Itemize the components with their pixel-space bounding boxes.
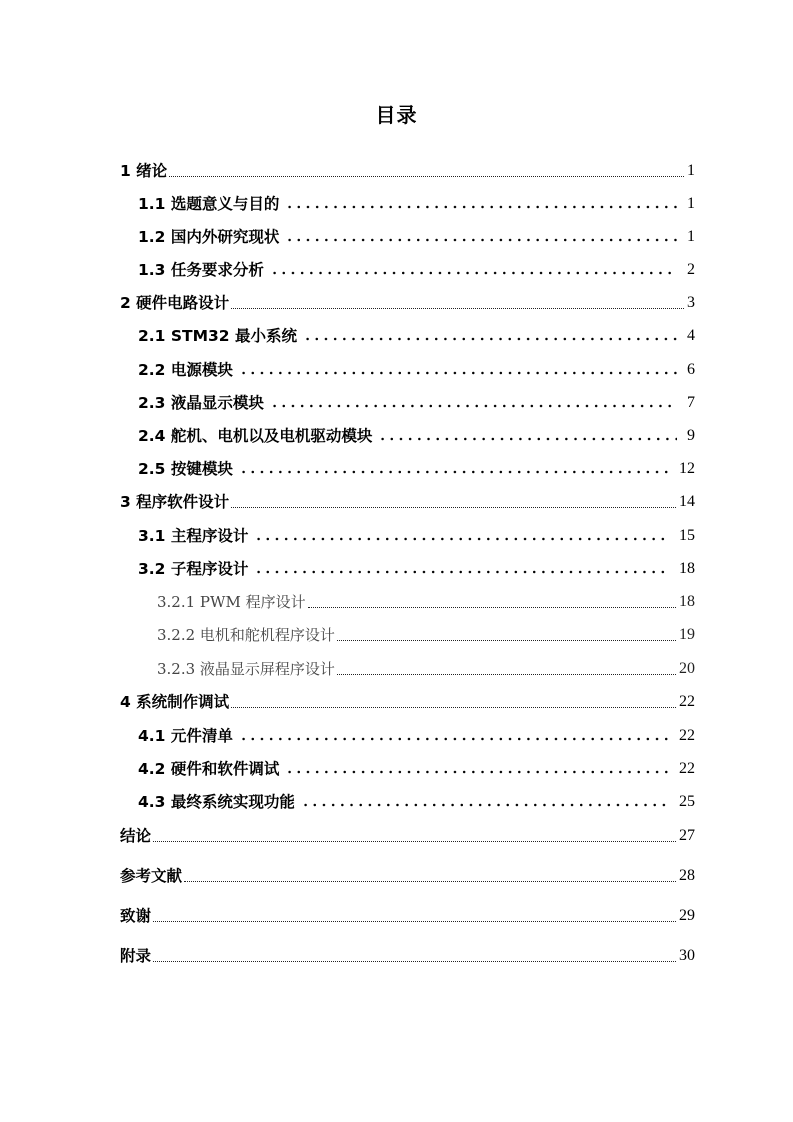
toc-entry-subsection-3-2-3[interactable] <box>157 658 695 680</box>
toc-entry-label: 2.5 按键模块 <box>138 460 233 478</box>
toc-entry-section-3-2[interactable] <box>138 558 695 580</box>
toc-entry-page: 4 <box>687 327 695 344</box>
toc-entry-label: 3.2.1 PWM 程序设计 <box>157 593 306 611</box>
dot-leader <box>231 307 684 309</box>
dot-leader <box>231 706 676 708</box>
toc-entry-page: 7 <box>687 394 695 411</box>
toc-entry-label: 3.2.3 液晶显示屏程序设计 <box>157 660 335 678</box>
toc-entry-label: 2.1 STM32 最小系统 <box>138 327 297 345</box>
toc-entry-page: 22 <box>679 693 695 710</box>
toc-entry-acknowledgements[interactable] <box>120 905 695 927</box>
toc-entry-page: 1 <box>687 228 695 245</box>
dot-leader <box>184 880 676 882</box>
toc-entry-label: 1.3 任务要求分析 <box>138 261 264 279</box>
toc-entry-page: 12 <box>679 460 695 477</box>
toc-entry-page: 29 <box>679 907 695 924</box>
toc-entry-label: 3.2.2 电机和舵机程序设计 <box>157 626 335 644</box>
toc-entry-page: 18 <box>679 593 695 610</box>
toc-entry-label: 3 程序软件设计 <box>120 493 230 511</box>
dot-leader <box>285 238 677 242</box>
toc-entry-label: 4.2 硬件和软件调试 <box>138 760 280 778</box>
toc-entry-section-2-5[interactable] <box>138 458 695 480</box>
toc-entry-page: 3 <box>687 294 695 311</box>
dot-leader <box>337 639 676 641</box>
toc-entry-page: 1 <box>687 195 695 212</box>
toc-entry-section-2-3[interactable] <box>138 392 695 414</box>
page-title: 目录 <box>375 103 418 127</box>
dot-leader <box>270 404 677 408</box>
toc-entry-section-3-1[interactable] <box>138 525 695 547</box>
toc-entry-chapter-1[interactable] <box>120 160 695 182</box>
toc-entry-page: 9 <box>687 427 695 444</box>
dot-leader <box>254 537 669 541</box>
dot-leader <box>303 337 677 341</box>
dot-leader <box>301 803 669 807</box>
toc-entry-page: 19 <box>679 626 695 643</box>
toc-entry-label: 1.2 国内外研究现状 <box>138 228 280 246</box>
dot-leader <box>239 737 669 741</box>
toc-entry-references[interactable] <box>120 865 695 887</box>
dot-leader <box>153 840 676 842</box>
toc-entry-label: 附录 <box>120 947 152 965</box>
toc-entry-page: 14 <box>679 493 695 510</box>
dot-leader <box>308 606 676 608</box>
toc-entry-label: 1.1 选题意义与目的 <box>138 195 280 213</box>
toc-entry-page: 15 <box>679 527 695 544</box>
toc-entry-subsection-3-2-1[interactable] <box>157 591 695 613</box>
toc-entry-page: 20 <box>679 660 695 677</box>
toc-entry-page: 25 <box>679 793 695 810</box>
toc-entry-page: 22 <box>679 727 695 744</box>
dot-leader <box>285 770 669 774</box>
toc-entry-section-2-1[interactable] <box>138 325 695 347</box>
dot-leader <box>254 570 669 574</box>
toc-entry-label: 3.2 子程序设计 <box>138 560 249 578</box>
dot-leader <box>231 506 676 508</box>
dot-leader <box>239 470 669 474</box>
dot-leader <box>239 371 677 375</box>
dot-leader <box>153 920 676 922</box>
toc-entry-section-1-3[interactable] <box>138 259 695 281</box>
toc-entry-label: 3.1 主程序设计 <box>138 527 249 545</box>
toc-entry-chapter-2[interactable] <box>120 292 695 314</box>
toc-entry-page: 2 <box>687 261 695 278</box>
dot-leader <box>153 960 676 962</box>
toc-entry-label: 致谢 <box>120 907 152 925</box>
dot-leader <box>378 437 677 441</box>
toc-entry-label: 2.4 舵机、电机以及电机驱动模块 <box>138 427 373 445</box>
toc-entry-label: 1 绪论 <box>120 162 168 180</box>
toc-entry-section-4-3[interactable] <box>138 791 695 813</box>
toc-entry-page: 27 <box>679 827 695 844</box>
toc-entry-label: 4.3 最终系统实现功能 <box>138 793 295 811</box>
toc-entry-page: 18 <box>679 560 695 577</box>
toc-entry-label: 4.1 元件清单 <box>138 727 233 745</box>
toc-entry-label: 参考文献 <box>120 867 183 885</box>
toc-entry-label: 4 系统制作调试 <box>120 693 230 711</box>
toc-entry-chapter-4[interactable] <box>120 691 695 713</box>
toc-entry-section-1-2[interactable] <box>138 226 695 248</box>
toc-entry-section-2-4[interactable] <box>138 425 695 447</box>
toc-entry-section-4-2[interactable] <box>138 758 695 780</box>
toc-entry-conclusion[interactable] <box>120 825 695 847</box>
toc-entry-appendix[interactable] <box>120 945 695 967</box>
toc-entry-page: 30 <box>679 947 695 964</box>
toc-entry-label: 2.3 液晶显示模块 <box>138 394 264 412</box>
toc-entry-page: 1 <box>687 162 695 179</box>
dot-leader <box>337 673 676 675</box>
toc-entry-page: 28 <box>679 867 695 884</box>
toc-entry-label: 2 硬件电路设计 <box>120 294 230 312</box>
dot-leader <box>285 205 677 209</box>
toc-entry-subsection-3-2-2[interactable] <box>157 624 695 646</box>
toc-entry-page: 22 <box>679 760 695 777</box>
toc-entry-label: 2.2 电源模块 <box>138 361 233 379</box>
toc-entry-chapter-3[interactable] <box>120 491 695 513</box>
dot-leader <box>169 175 684 177</box>
dot-leader <box>270 271 677 275</box>
toc-entry-label: 结论 <box>120 827 152 845</box>
toc-entry-section-4-1[interactable] <box>138 725 695 747</box>
toc-entry-section-2-2[interactable] <box>138 359 695 381</box>
toc-entry-section-1-1[interactable] <box>138 193 695 215</box>
toc-entry-page: 6 <box>687 361 695 378</box>
